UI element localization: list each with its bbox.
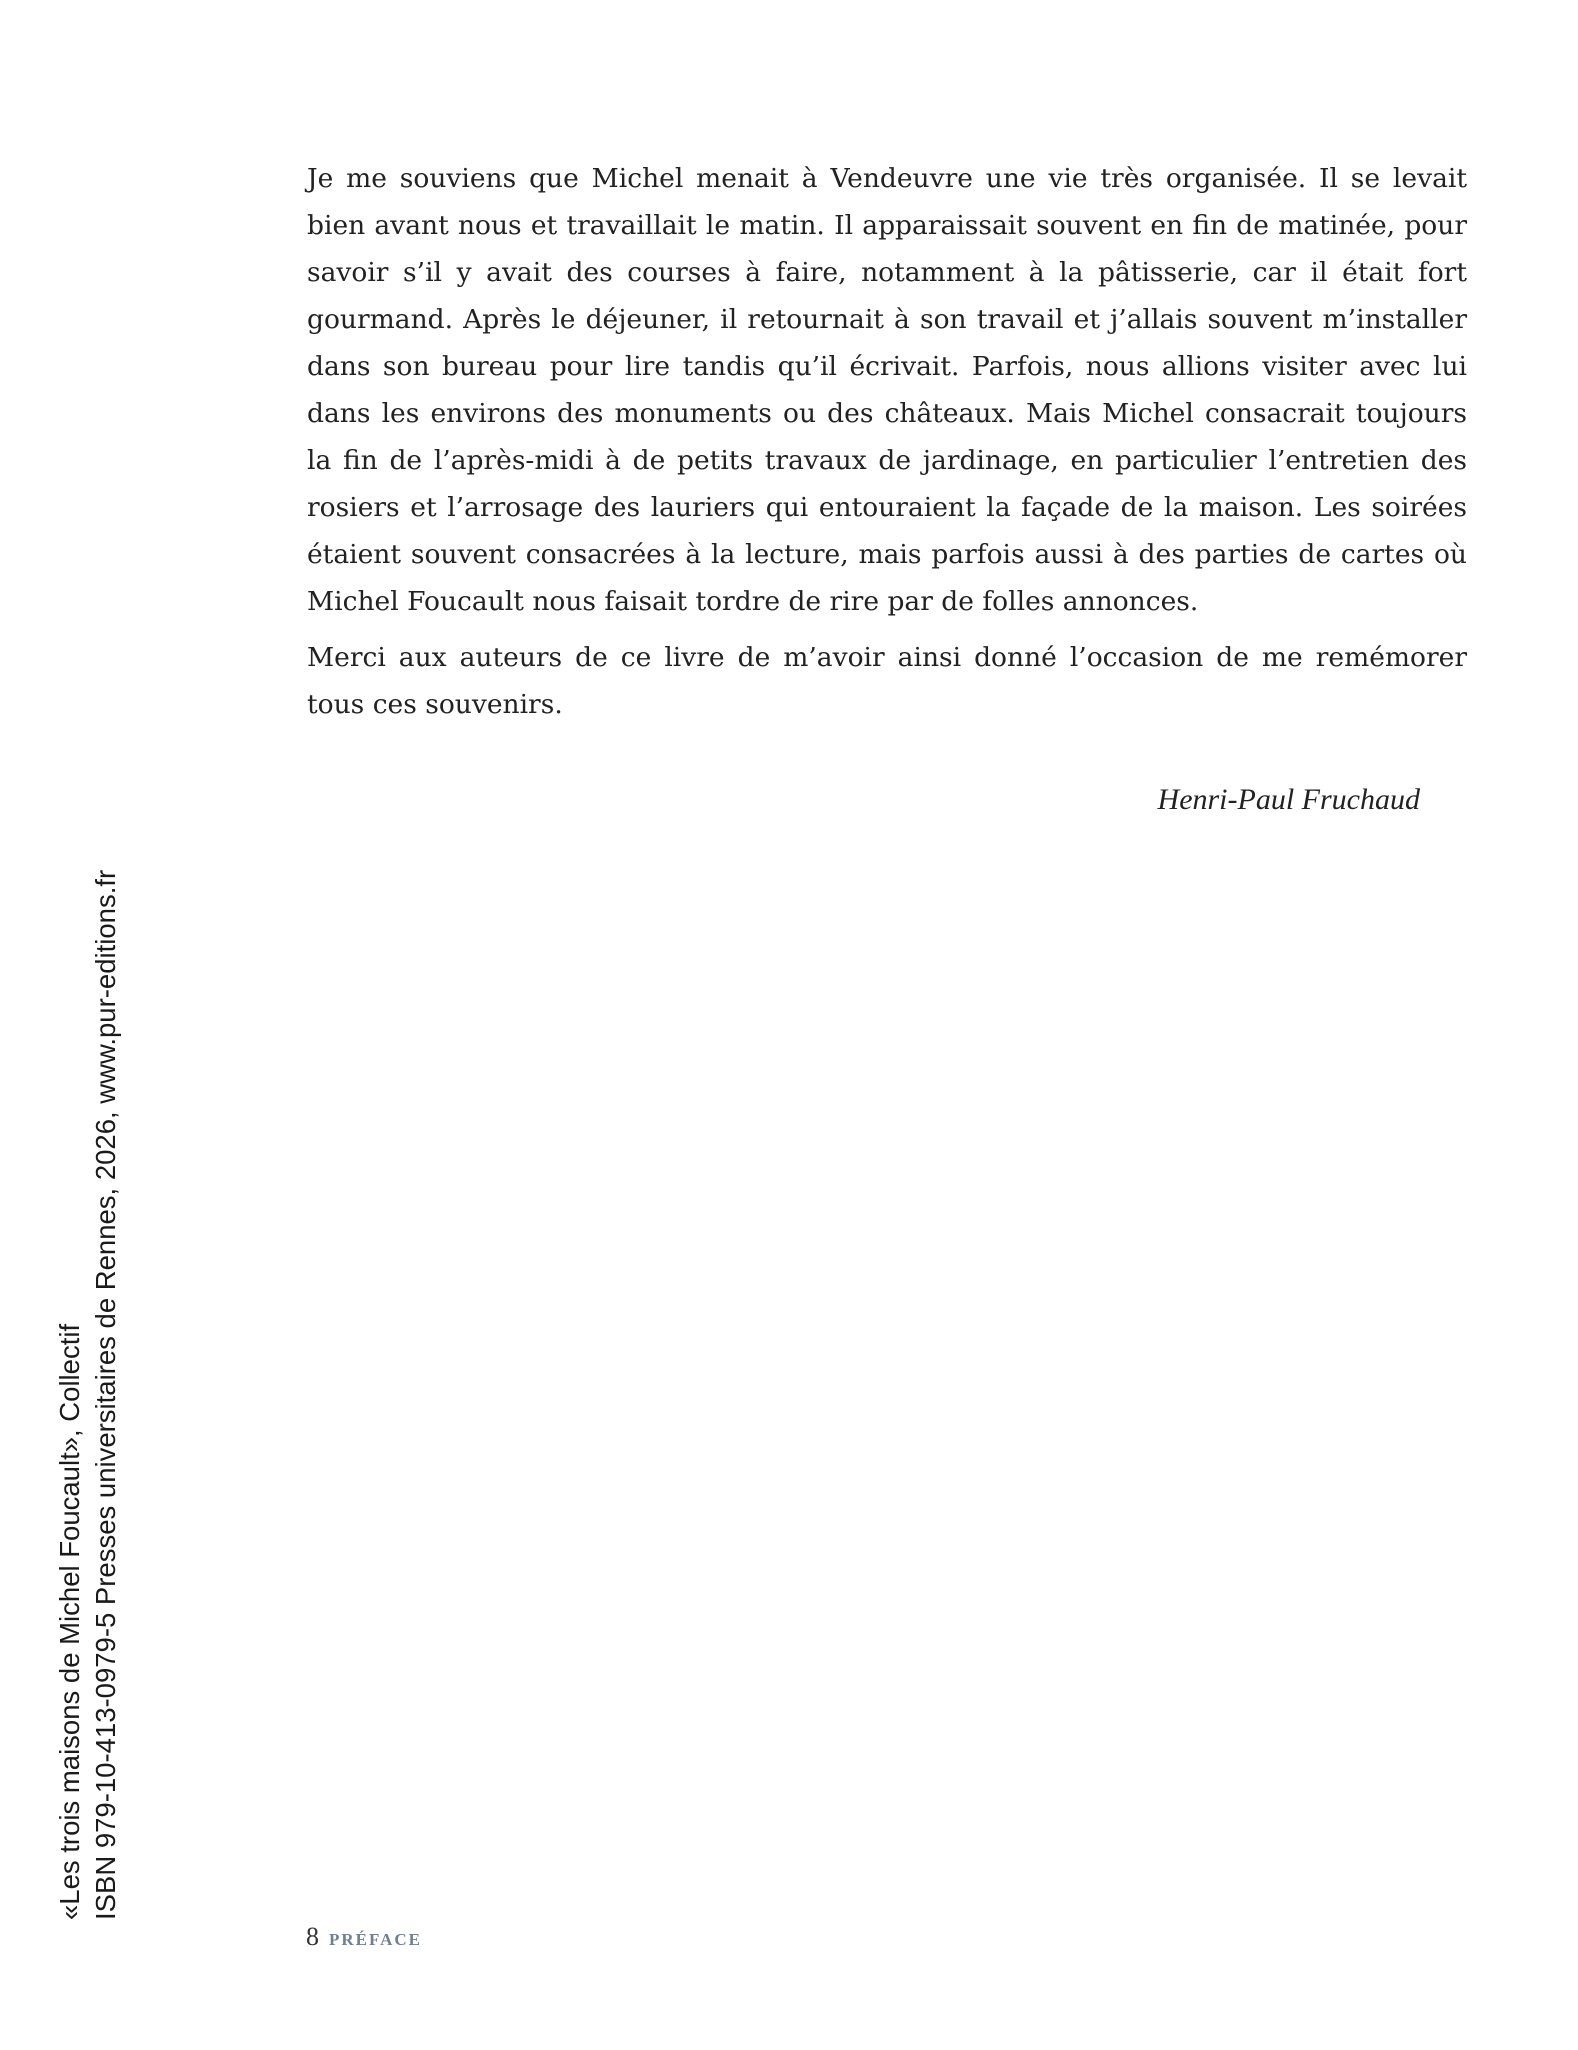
copyright-side-note [52,869,124,1920]
running-head: PRÉFACE [329,1930,423,1949]
page-footer [306,1922,422,1952]
side-note-title-line: «Les trois maisons de Michel Foucault», Collectif [54,1323,85,1920]
paragraph-memories: Je me souviens que Michel menait à Vendeuvre une vie très organisée. Il se levait bien avant nous et travaillait le matin. Il apparaissait souvent en fin de matinée, pour savoir s’il y avait des courses à faire, notamment à la pâtisserie, car il était fort gourmand. Après le déjeuner, il retournait à son travail et j’allais souvent m’installer dans son bureau pour lire tandis qu’il écrivait. Parfois, nous allions visiter avec lui dans les environs des monuments ou des châteaux. Mais Michel consacrait toujours la fin de l’après-midi à de petits travaux de jardinage, en particulier l’entretien des rosiers et l’arrosage des lauriers qui entouraient la façade de la maison. Les soirées étaient souvent consacrées à la lecture, mais parfois aussi à des parties de cartes où Michel Foucault nous faisait tordre de rire par de folles annonces. [307,163,1467,617]
side-note-isbn-line: ISBN 979-10-413-0979-5 Presses universitaires de Rennes, 2026, www.pur-editions.fr [90,869,121,1920]
body-text [307,155,1467,728]
paragraph-thanks: Merci aux auteurs de ce livre de m’avoir ainsi donné l’occasion de me remémorer tous ces souvenirs. [307,642,1467,720]
signature: Henri-Paul Fruchaud [1157,783,1420,816]
page-number: 8 [306,1922,319,1951]
